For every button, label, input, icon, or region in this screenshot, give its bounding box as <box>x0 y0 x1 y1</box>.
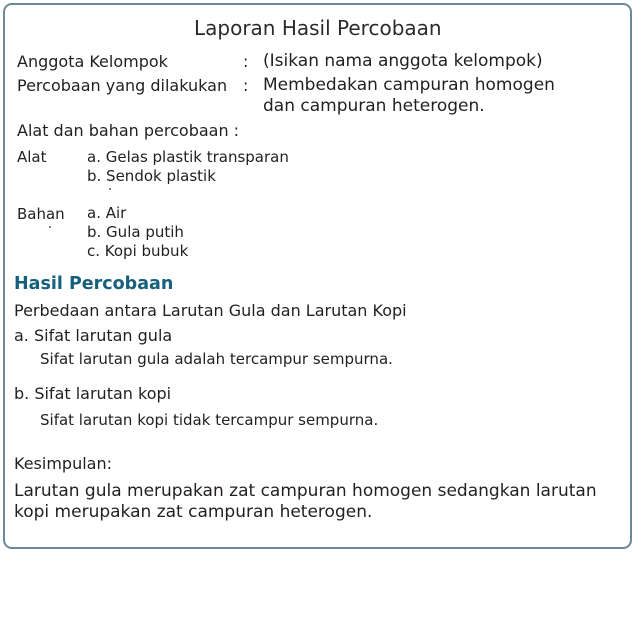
material-item: c. Kopi bubuk <box>87 242 189 260</box>
results-heading: Hasil Percobaan <box>14 274 174 294</box>
material-item: a. Air <box>87 204 127 222</box>
stray-dot <box>49 226 51 228</box>
report-title: Laporan Hasil Percobaan <box>194 16 442 40</box>
item-a-title: a. Sifat larutan gula <box>14 326 173 345</box>
experiment-value-line2: dan campuran heterogen. <box>263 96 485 116</box>
conclusion-line1: Larutan gula merupakan zat campuran homogen sedangkan larutan <box>14 481 597 501</box>
stray-dot <box>109 188 111 190</box>
experiment-value-line1: Membedakan campuran homogen <box>263 75 555 95</box>
material-item: b. Gula putih <box>87 223 184 241</box>
item-b-title: b. Sifat larutan kopi <box>14 384 172 403</box>
group-separator: : <box>243 52 249 71</box>
conclusion-label: Kesimpulan: <box>14 454 112 473</box>
conclusion-line2: kopi merupakan zat campuran heterogen. <box>14 502 373 522</box>
tool-item: b. Sendok plastik <box>87 167 216 185</box>
item-b-text: Sifat larutan kopi tidak tercampur sempurna. <box>40 411 379 429</box>
results-subtitle: Perbedaan antara Larutan Gula dan Larutan Kopi <box>14 301 407 320</box>
experiment-separator: : <box>243 76 249 95</box>
item-a-text: Sifat larutan gula adalah tercampur sempurna. <box>40 350 393 368</box>
group-label: Anggota Kelompok <box>17 52 168 71</box>
materials-label: Bahan <box>17 205 65 223</box>
experiment-label: Percobaan yang dilakukan <box>17 76 228 95</box>
tool-item: a. Gelas plastik transparan <box>87 148 289 166</box>
group-value: (Isikan nama anggota kelompok) <box>263 51 543 71</box>
tools-label: Alat <box>17 148 47 166</box>
tools-heading: Alat dan bahan percobaan : <box>17 121 240 140</box>
